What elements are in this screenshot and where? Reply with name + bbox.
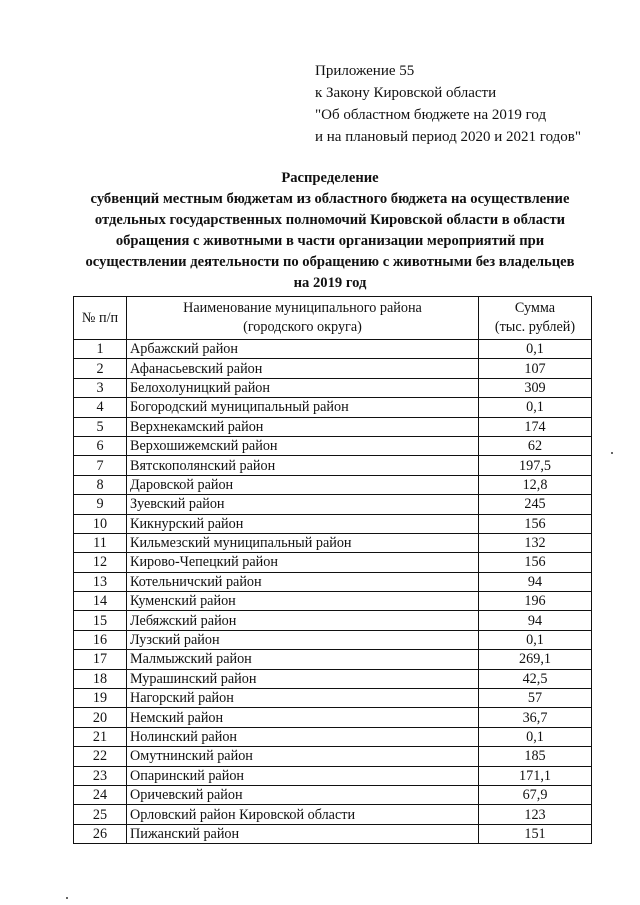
row-sum: 67,9 bbox=[479, 785, 592, 804]
row-district-name: Омутнинский район bbox=[127, 747, 479, 766]
table-row bbox=[74, 417, 592, 436]
row-district-name: Мурашинский район bbox=[127, 669, 479, 688]
row-sum: 269,1 bbox=[479, 650, 592, 669]
appendix-line: "Об областном бюджете на 2019 год bbox=[315, 107, 547, 123]
document-title bbox=[70, 168, 590, 294]
row-sum: 123 bbox=[479, 805, 592, 824]
header-sum bbox=[479, 297, 592, 340]
title-line: отдельных государственных полномочий Кировской области в области bbox=[94, 212, 566, 228]
row-district-name: Нагорский район bbox=[127, 689, 479, 708]
table-row bbox=[74, 611, 592, 630]
row-number: 19 bbox=[74, 689, 127, 708]
row-number: 13 bbox=[74, 572, 127, 591]
table-row bbox=[74, 398, 592, 417]
row-district-name: Кирово-Чепецкий район bbox=[127, 553, 479, 572]
table-row bbox=[74, 747, 592, 766]
row-sum: 171,1 bbox=[479, 766, 592, 785]
row-number: 18 bbox=[74, 669, 127, 688]
row-district-name: Пижанский район bbox=[127, 824, 479, 843]
row-sum: 107 bbox=[479, 359, 592, 378]
row-number: 17 bbox=[74, 650, 127, 669]
row-sum: 94 bbox=[479, 611, 592, 630]
row-number: 1 bbox=[74, 340, 127, 359]
row-sum: 309 bbox=[479, 378, 592, 397]
row-number: 26 bbox=[74, 824, 127, 843]
row-sum: 174 bbox=[479, 417, 592, 436]
row-number: 5 bbox=[74, 417, 127, 436]
row-number: 3 bbox=[74, 378, 127, 397]
row-number: 20 bbox=[74, 708, 127, 727]
row-sum: 151 bbox=[479, 824, 592, 843]
title-line: обращения с животными в части организации мероприятий при bbox=[115, 233, 545, 249]
row-number: 12 bbox=[74, 553, 127, 572]
row-number: 8 bbox=[74, 475, 127, 494]
row-sum: 0,1 bbox=[479, 398, 592, 417]
row-sum: 0,1 bbox=[479, 630, 592, 649]
row-sum: 0,1 bbox=[479, 727, 592, 746]
table-row bbox=[74, 475, 592, 494]
row-number: 4 bbox=[74, 398, 127, 417]
header-number: № п/п bbox=[74, 297, 127, 340]
row-sum: 197,5 bbox=[479, 456, 592, 475]
row-number: 23 bbox=[74, 766, 127, 785]
appendix-line: Приложение 55 bbox=[315, 63, 415, 79]
row-district-name: Верхнекамский район bbox=[127, 417, 479, 436]
table-row bbox=[74, 359, 592, 378]
row-district-name: Куменский район bbox=[127, 592, 479, 611]
row-district-name: Богородский муниципальный район bbox=[127, 398, 479, 417]
table-row bbox=[74, 378, 592, 397]
table-row bbox=[74, 553, 592, 572]
table-row bbox=[74, 456, 592, 475]
row-number: 15 bbox=[74, 611, 127, 630]
table-row bbox=[74, 650, 592, 669]
table-row bbox=[74, 630, 592, 649]
row-sum: 12,8 bbox=[479, 475, 592, 494]
row-district-name: Нолинский район bbox=[127, 727, 479, 746]
row-number: 24 bbox=[74, 785, 127, 804]
table-row bbox=[74, 533, 592, 552]
row-district-name: Кильмезский муниципальный район bbox=[127, 533, 479, 552]
table-row bbox=[74, 340, 592, 359]
header-sum-line2: (тыс. рублей) bbox=[494, 319, 576, 335]
row-number: 7 bbox=[74, 456, 127, 475]
table-row bbox=[74, 669, 592, 688]
row-district-name: Оричевский район bbox=[127, 785, 479, 804]
table-row bbox=[74, 785, 592, 804]
row-district-name: Опаринский район bbox=[127, 766, 479, 785]
row-sum: 57 bbox=[479, 689, 592, 708]
appendix-line: и на плановый период 2020 и 2021 годов" bbox=[315, 129, 581, 145]
table-header-row bbox=[74, 297, 592, 340]
row-district-name: Лузский район bbox=[127, 630, 479, 649]
row-number: 14 bbox=[74, 592, 127, 611]
row-district-name: Вятскополянский район bbox=[127, 456, 479, 475]
row-number: 21 bbox=[74, 727, 127, 746]
row-number: 6 bbox=[74, 436, 127, 455]
row-sum: 94 bbox=[479, 572, 592, 591]
header-district bbox=[127, 297, 479, 340]
table-row bbox=[74, 805, 592, 824]
table-body bbox=[74, 340, 592, 844]
header-district-line2: (городского округа) bbox=[243, 319, 362, 335]
row-number: 22 bbox=[74, 747, 127, 766]
row-district-name: Лебяжский район bbox=[127, 611, 479, 630]
title-line: Распределение bbox=[281, 170, 379, 186]
row-district-name: Малмыжский район bbox=[127, 650, 479, 669]
row-district-name: Немский район bbox=[127, 708, 479, 727]
row-district-name: Котельничский район bbox=[127, 572, 479, 591]
row-number: 16 bbox=[74, 630, 127, 649]
table-row bbox=[74, 766, 592, 785]
row-district-name: Афанасьевский район bbox=[127, 359, 479, 378]
appendix-reference bbox=[315, 60, 581, 148]
row-sum: 62 bbox=[479, 436, 592, 455]
row-district-name: Кикнурский район bbox=[127, 514, 479, 533]
row-sum: 132 bbox=[479, 533, 592, 552]
row-number: 2 bbox=[74, 359, 127, 378]
title-line: на 2019 год bbox=[293, 275, 367, 291]
row-number: 10 bbox=[74, 514, 127, 533]
row-sum: 156 bbox=[479, 514, 592, 533]
row-number: 11 bbox=[74, 533, 127, 552]
subvention-table bbox=[73, 296, 592, 844]
title-line: осуществлении деятельности по обращению с животными без владельцев bbox=[85, 254, 575, 270]
row-sum: 245 bbox=[479, 495, 592, 514]
row-sum: 0,1 bbox=[479, 340, 592, 359]
row-number: 25 bbox=[74, 805, 127, 824]
header-sum-line1: Сумма bbox=[514, 300, 556, 316]
row-sum: 36,7 bbox=[479, 708, 592, 727]
row-district-name: Арбажский район bbox=[127, 340, 479, 359]
table-row bbox=[74, 727, 592, 746]
row-sum: 185 bbox=[479, 747, 592, 766]
table-row bbox=[74, 708, 592, 727]
table-row bbox=[74, 572, 592, 591]
table-row bbox=[74, 824, 592, 843]
title-line: субвенций местным бюджетам из областного бюджета на осуществление bbox=[90, 191, 570, 207]
table-row bbox=[74, 514, 592, 533]
row-sum: 42,5 bbox=[479, 669, 592, 688]
table-row bbox=[74, 436, 592, 455]
appendix-line: к Закону Кировской области bbox=[315, 85, 497, 101]
table-row bbox=[74, 592, 592, 611]
row-district-name: Верхошижемский район bbox=[127, 436, 479, 455]
row-district-name: Белохолуницкий район bbox=[127, 378, 479, 397]
row-district-name: Зуевский район bbox=[127, 495, 479, 514]
row-district-name: Орловский район Кировской области bbox=[127, 805, 479, 824]
table-row bbox=[74, 495, 592, 514]
scan-speck bbox=[611, 452, 613, 454]
row-sum: 156 bbox=[479, 553, 592, 572]
scan-speck bbox=[66, 897, 68, 899]
row-district-name: Даровской район bbox=[127, 475, 479, 494]
row-sum: 196 bbox=[479, 592, 592, 611]
row-number: 9 bbox=[74, 495, 127, 514]
header-district-line1: Наименование муниципального района bbox=[183, 300, 422, 316]
table-row bbox=[74, 689, 592, 708]
